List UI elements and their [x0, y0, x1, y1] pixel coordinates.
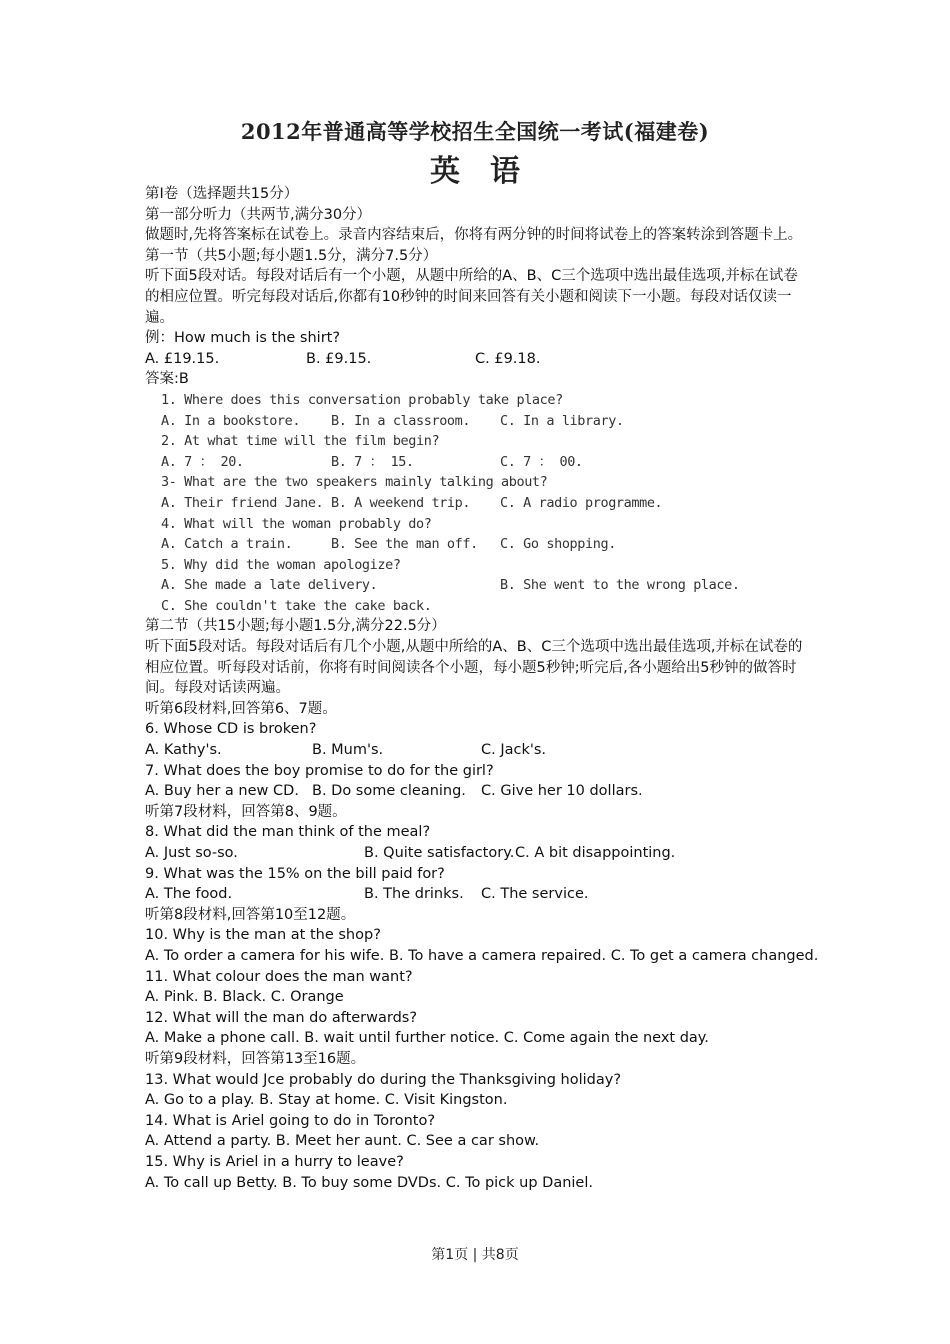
option-a: A. The food. — [145, 886, 233, 903]
question-line: A. Go to a play. B. Stay at home. C. Visit Kingston. — [145, 1092, 508, 1109]
question-line: 15. Why is Ariel in a hurry to leave? — [145, 1153, 404, 1170]
option-c: C. £9.18. — [475, 350, 541, 367]
section-one-questions — [145, 390, 810, 617]
question-options — [145, 411, 810, 432]
example-answer: 答案:B — [145, 371, 189, 388]
option-a: A. Kathy's. — [145, 742, 222, 759]
question-line: 10. Why is the man at the shop? — [145, 927, 381, 944]
option-b: B. Do some cleaning. — [312, 783, 466, 800]
option-a: A. Catch a train. — [161, 536, 293, 553]
instruction-paragraph: 做题时,先将答案标在试卷上。录音内容结束后，你将有两分钟的时间将试卷上的答案转涂到答题卡上。 — [145, 227, 803, 244]
question-line: A. Pink. B. Black. C. Orange — [145, 989, 344, 1006]
option-b: B. 7 ： 15. — [331, 453, 414, 470]
option-a: A. She made a late delivery. — [161, 577, 378, 594]
example-question: 例：How much is the shirt? — [145, 330, 341, 347]
option-a: A. Just so-so. — [145, 845, 238, 861]
material-heading: 听第7段材料，回答第8、9题。 — [145, 803, 347, 820]
question-options — [145, 884, 810, 905]
question-options — [145, 493, 810, 514]
option-b: B. Quite satisfactory. — [364, 845, 515, 861]
question-options — [145, 740, 810, 761]
volume-heading: 第Ⅰ卷（选择题共15分） — [145, 186, 299, 202]
question-line: 11. What colour does the man want? — [145, 968, 413, 985]
question-line: A. To call up Betty. B. To buy some DVDs. C. To pick up Daniel. — [145, 1174, 593, 1191]
option-a: A. In a bookstore. — [161, 412, 301, 429]
section-heading: 第一节（共5小题;每小题1.5分，满分7.5分） — [145, 247, 438, 264]
option-a: A. Their friend Jane. — [161, 494, 324, 511]
option-b: B. £9.15. — [306, 350, 372, 367]
question-options — [145, 575, 810, 596]
question-line: A. Attend a party. B. Meet her aunt. C. See a car show. — [145, 1133, 540, 1150]
question-options — [145, 452, 810, 473]
question-text: 2. At what time will the film begin? — [161, 433, 440, 450]
material-heading: 听第9段材料，回答第13至16题。 — [145, 1050, 366, 1067]
option-c: B. She went to the wrong place. — [500, 577, 740, 594]
option-c: C. The service. — [481, 886, 589, 903]
exam-title: 2012年普通高等学校招生全国统一考试(福建卷) — [240, 119, 710, 144]
page-footer: 第1页 | 共8页 — [431, 1247, 519, 1263]
option-c: C. Give her 10 dollars. — [481, 783, 643, 800]
question-line: A. Make a phone call. B. wait until further notice. C. Come again the next day. — [145, 1030, 709, 1047]
question-line: 12. What will the man do afterwards? — [145, 1009, 418, 1026]
question-text: 3- What are the two speakers mainly talking about? — [161, 474, 548, 491]
option-b: B. See the man off. — [331, 536, 478, 553]
material-heading: 听第8段材料,回答第10至12题。 — [145, 906, 356, 923]
question-text: 1. Where does this conversation probably take place? — [161, 391, 563, 408]
option-c: C. Go shopping. — [500, 536, 616, 553]
option-c: C. She couldn't take the cake back. — [161, 597, 432, 614]
question-options — [145, 534, 810, 555]
option-c: C. A bit disappointing. — [515, 845, 676, 861]
material-heading: 听第6段材料,回答第6、7题。 — [145, 700, 337, 717]
part-heading: 第一部分听力（共两节,满分30分） — [145, 206, 372, 223]
question-text: 4. What will the woman probably do? — [161, 515, 432, 532]
exam-body — [145, 184, 819, 1193]
option-b: B. A weekend trip. — [331, 494, 471, 511]
instruction-paragraph: 听下面5段对话。每段对话后有一个小题，从题中所给的A、B、C三个选项中选出最佳选项,并标在试卷的相应位置。听完每段对话后,你都有10秒钟的时间来回答有关小题和阅读下一小题。每段对话仅读一遍。 — [145, 268, 798, 326]
subject-heading: 英语 — [430, 154, 550, 189]
instruction-paragraph: 听下面5段对话。每段对话后有几个小题,从题中所给的A、B、C三个选项中选出最佳选项,并标在试卷的相应位置。听每段对话前，你将有时间阅读各个小题，每小题5秒钟;听完后,各小题给出5秒钟的做答时间。每段对话读两遍。 — [145, 639, 803, 697]
example-options — [145, 349, 810, 370]
option-a: A. Buy her a new CD. — [145, 783, 299, 800]
section-heading: 第二节（共15小题;每小题1.5分,满分22.5分） — [145, 618, 446, 635]
question-line: A. To order a camera for his wife. B. To have a camera repaired. C. To get a camera changed. — [145, 947, 819, 964]
question-line: 7. What does the boy promise to do for the girl? — [145, 762, 494, 779]
option-c: C. A radio programme. — [500, 494, 663, 511]
option-b: B. Mum's. — [312, 742, 384, 759]
question-options — [145, 843, 810, 864]
option-b: B. In a classroom. — [331, 412, 471, 429]
option-c: C. In a library. — [500, 412, 624, 429]
question-options — [145, 781, 810, 802]
question-line: 8. What did the man think of the meal? — [145, 824, 431, 841]
question-line: 13. What would Jce probably do during the Thanksgiving holiday? — [145, 1071, 622, 1088]
section-two-questions — [145, 699, 819, 1193]
question-line: 6. Whose CD is broken? — [145, 721, 317, 738]
option-c: C. Jack's. — [481, 742, 547, 759]
option-c: C. 7 ： 00. — [500, 453, 583, 470]
question-text: 5. Why did the woman apologize? — [161, 556, 401, 573]
question-line: 14. What is Ariel going to do in Toronto? — [145, 1112, 436, 1129]
option-b: B. The drinks. — [364, 886, 464, 903]
option-a: A. 7 ： 20. — [161, 453, 244, 470]
option-a: A. £19.15. — [145, 350, 220, 367]
question-line: 9. What was the 15% on the bill paid for? — [145, 865, 445, 882]
